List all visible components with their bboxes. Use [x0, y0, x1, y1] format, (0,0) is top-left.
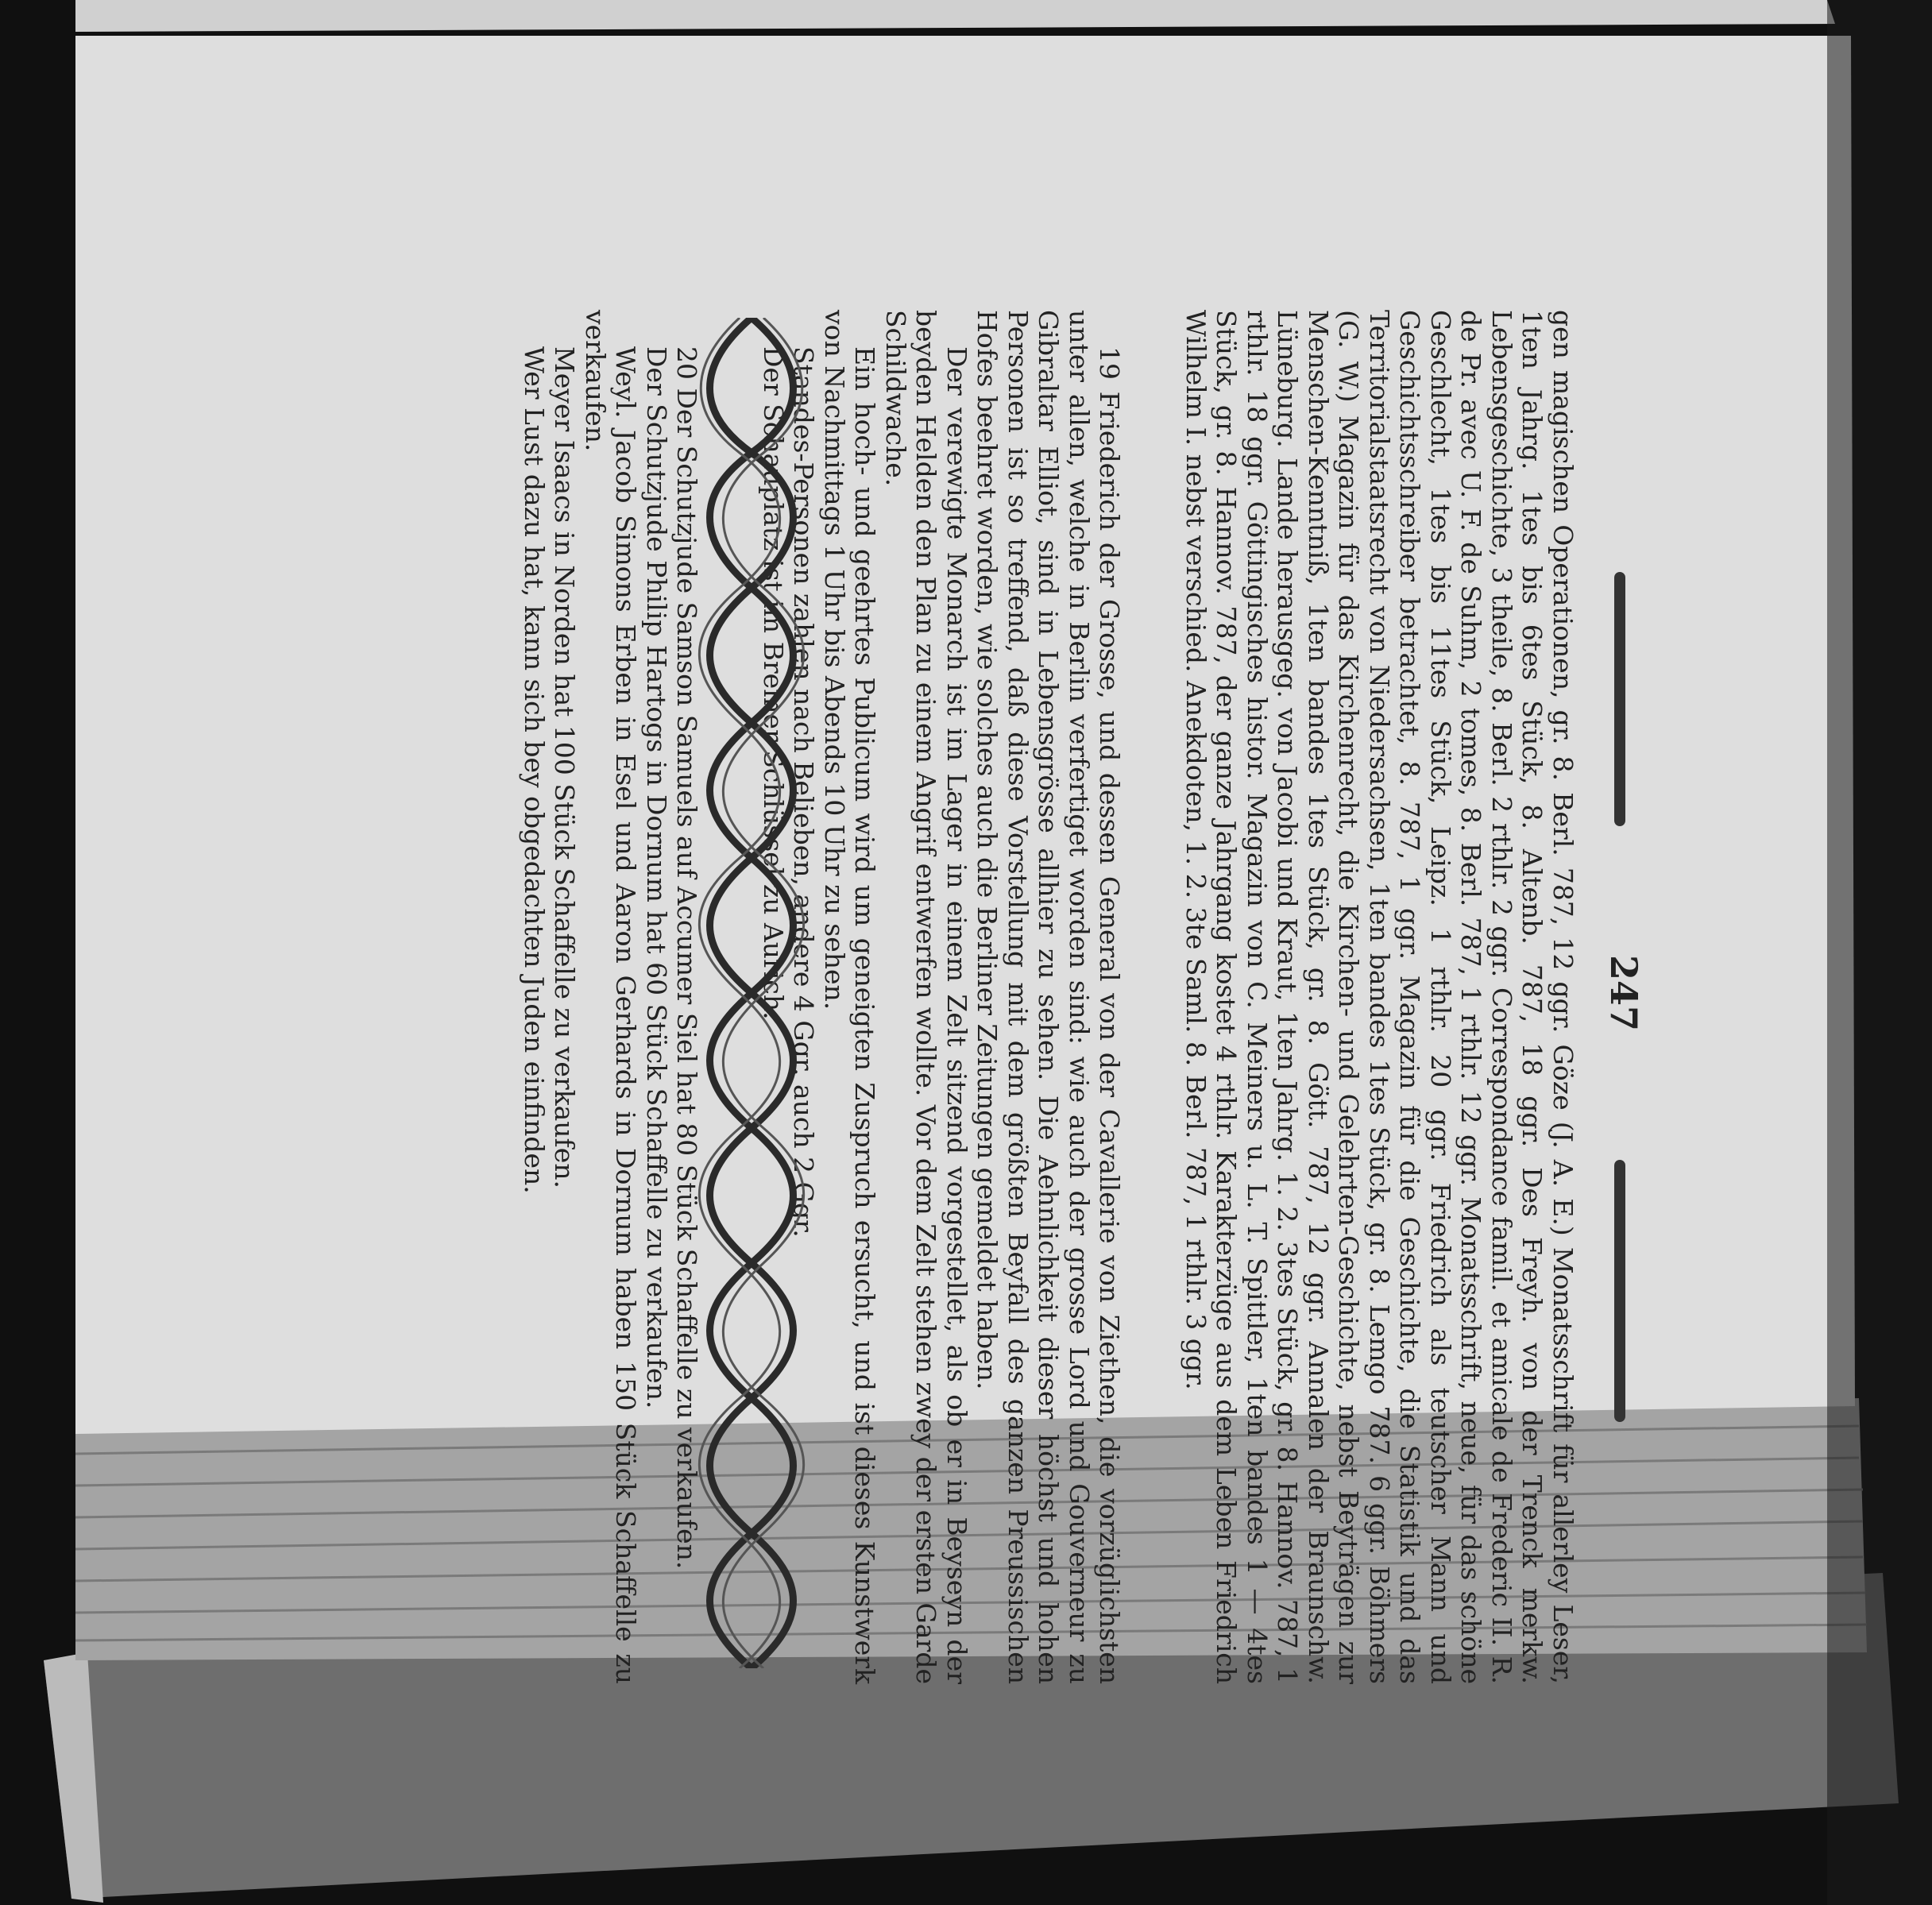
sale-paragraph: Wer Lust dazu hat, kann sich bey obgedachten Juden einfinden. — [519, 346, 550, 1194]
braided-ornament-divider — [696, 318, 807, 1668]
announcement-paragraph: Ein hoch- und geehrtes Publicum wird um geneigten Zuspruch ersucht, und ist dieses Kunstwerk von Nachmittags 1 Uhr bis Abends 10 Uhr zu sehen. — [819, 310, 881, 1684]
announcement-paragraph: Standes-Personen zahlen nach Belieben, andere 4 Ggr. auch 2 Ggr. — [788, 346, 820, 1238]
sale-paragraph: Weyl. Jacob Simons Erben in Esel und Aaron Gerhards in Dornum haben 150 Stück Schaffelle zu verkaufen. — [580, 310, 642, 1684]
page-text — [519, 310, 1578, 1684]
sale-paragraph: 20 Der Schutzjude Samson Samuels auf Accumer Siel hat 80 Stück Schaffelle zu verkaufen. — [671, 346, 703, 1570]
book-list-entry: gen magischen Operationen, gr. 8. Berl. 787, 12 ggr. Göze (J. A. E.) Monatsschrift für allerley Leser, 1ten Jahrg. 1tes bis 6tes Stück, 8. Altenb. 787, 18 ggr. Des Freyh. von der Trenck merkw. Lebensgeschichte, 3 theile, 8. Berl. 2 rthlr. 2 ggr. Correspondance famil. et amicale de Frederic II. R. de Pr. avec U. F. de Suhm, 2 tomes, 8. Berl. 787, 1 rthlr. 12 ggr. Monatsschrift, neue, für das schöne Geschlecht, 1tes bis 11tes Stück, Leipz. 1 rthlr. 20 ggr. Friedrich als teutscher Mann und Geschichtsschreiber betrachtet, 8. 787, 1 ggr. Magazin für die Geschichte, die Statistik und das Territorialstaatsrecht von Niedersachsen, 1ten bandes 1tes Stück, gr. 8. Lemgo 787. 6 ggr. Böhmers (G. W.) Magazin für das Kirchenrecht, die Kirchen- und Gelehrten-Geschichte, nebst Beyträgen zur Menschen-Kenntniß, 1ten bandes 1tes Stück, gr. 8. Gött. 787, 12 ggr. Annalen der Braunschw. Lüneburg. Lande herausgeg. von Jacobi und Kraut, 1ten Jahrg. 1. 2. 3tes Stück, gr. 8. Hannov. 787, 1 rthlr. 18 ggr. Göttingisches histor. Magazin von C. Meiners u. L. T. Spittler, 1ten bandes 1 — 4tes Stück, gr. 8. Hannov. 787, der ganze Jahrgang kostet 4 rthlr. Karakterzüge aus dem Leben Friedrich Wilhelm I. nebst verschied. Anekdoten, 1. 2. 3te Saml. 8. Berl. 787, 1 rthlr. 3 ggr. — [1180, 310, 1578, 1684]
announcement-paragraph: Der Schauplatz ist im Bremer Schlüssel zu Aurich. — [758, 346, 789, 1020]
page-number-rule-right — [1614, 1160, 1625, 1422]
sale-paragraph: Meyer Isaacs in Norden hat 100 Stück Schaffelle zu verkaufen. — [549, 346, 581, 1189]
announcement-paragraph: 19 Friederich der Grosse, und dessen General von der Cavallerie von Ziethen, die vorzüglichsten unter allen, welche in Berlin verfertiget worden sind: wie auch der grosse Lord und Gouverneur zu Gibraltar Elliot, sind in Lebensgrösse allhier zu sehen. Die Aehnlichkeit dieser höchst und hohen Personen ist so treffend, daß diese Vorstellung mit dem größten Beyfall des ganzen Preussischen Hofes beehret worden, wie solches auch die Berliner Zeitungen gemeldet haben. — [972, 310, 1126, 1684]
rotated-page-content — [172, 199, 1760, 1787]
page-number: 247 — [1602, 954, 1645, 1032]
page-number-rule-left — [1614, 572, 1625, 826]
sale-paragraph: Der Schutzjude Philip Hartogs in Dornum hat 60 Stück Schaffelle zu verkaufen. — [641, 346, 672, 1409]
announcement-paragraph: Der verewigte Monarch ist im Lager in einem Zelt sitzend vorgestellet, als ob er in Beyseyn der beyden Helden den Plan zu einem Angrif entwerfen wollte. Vor dem Zelt stehen zwey der ersten Garde Schildwache. — [880, 310, 972, 1684]
spine-shadow — [1827, 0, 1932, 1905]
